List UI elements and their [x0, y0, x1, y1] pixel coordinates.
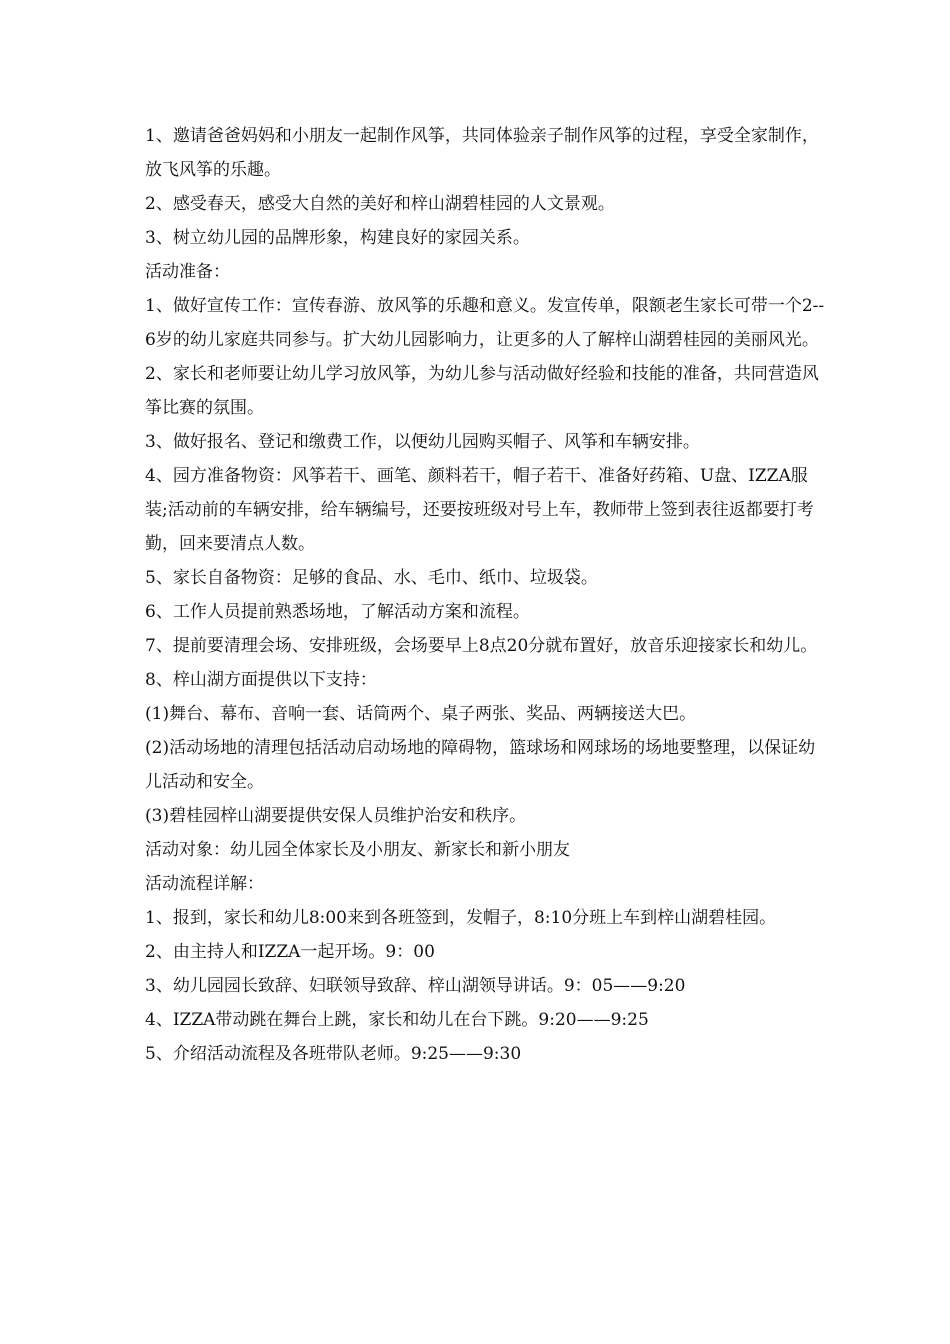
paragraph-process-4: 4、IZZA带动跳在舞台上跳，家长和幼儿在台下跳。9:20——9:25 [145, 1010, 649, 1030]
section-heading-audience: 活动对象：幼儿园全体家长及小朋友、新家长和新小朋友 [145, 840, 570, 860]
paragraph-goal-1: 1、邀请爸爸妈妈和小朋友一起制作风筝，共同体验亲子制作风筝的过程，享受全家制作，放飞风筝的乐趣。 [145, 126, 819, 180]
section-heading-process: 活动流程详解： [145, 874, 264, 894]
paragraph-process-5: 5、介绍活动流程及各班带队老师。9:25——9:30 [145, 1044, 522, 1064]
paragraph-prep-1: 1、做好宣传工作：宣传春游、放风筝的乐趣和意义。发宣传单，限额老生家长可带一个2--6岁的幼儿家庭共同参与。扩大幼儿园影响力，让更多的人了解梓山湖碧桂园的美丽风光。2、家长和老师要让幼儿学习放风筝，为幼儿参与活动做好经验和技能的准备，共同营造风筝比赛的氛围。 [145, 296, 825, 418]
paragraph-goal-3: 3、树立幼儿园的品牌形象，构建良好的家园关系。 [145, 228, 530, 248]
paragraph-support-3: (3)碧桂园梓山湖要提供安保人员维护治安和秩序。 [145, 806, 527, 826]
paragraph-support-2: (2)活动场地的清理包括活动启动场地的障碍物，篮球场和网球场的场地要整理，以保证幼儿活动和安全。 [145, 738, 816, 792]
paragraph-process-1: 1、报到，家长和幼儿8:00来到各班签到，发帽子，8:10分班上车到梓山湖碧桂园。 [145, 908, 777, 928]
paragraph-prep-3: 3、做好报名、登记和缴费工作，以便幼儿园购买帽子、风筝和车辆安排。 [145, 432, 700, 452]
paragraph-goal-2: 2、感受春天，感受大自然的美好和梓山湖碧桂园的人文景观。 [145, 194, 615, 214]
paragraph-support-1: (1)舞台、幕布、音响一套、话筒两个、桌子两张、奖品、两辆接送大巴。 [145, 704, 697, 724]
paragraph-process-3: 3、幼儿园园长致辞、妇联领导致辞、梓山湖领导讲话。9：05——9:20 [145, 976, 686, 996]
document-page [145, 119, 825, 1071]
paragraph-prep-4: 4、园方准备物资：风筝若干、画笔、颜料若干，帽子若干、准备好药箱、U盘、IZZA服装;活动前的车辆安排，给车辆编号，还要按班级对号上车，教师带上签到表往返都要打考勤，回来要清点人数。 [145, 466, 814, 554]
paragraph-prep-6: 6、工作人员提前熟悉场地，了解活动方案和流程。 [145, 602, 530, 622]
paragraph-process-2: 2、由主持人和IZZA一起开场。9：00 [145, 942, 435, 962]
paragraph-prep-5: 5、家长自备物资：足够的食品、水、毛巾、纸巾、垃圾袋。 [145, 568, 598, 588]
paragraph-prep-8: 8、梓山湖方面提供以下支持： [145, 670, 377, 690]
section-heading-preparation: 活动准备： [145, 262, 230, 282]
paragraph-prep-7: 7、提前要清理会场、安排班级，会场要早上8点20分就布置好，放音乐迎接家长和幼儿。 [145, 636, 818, 656]
